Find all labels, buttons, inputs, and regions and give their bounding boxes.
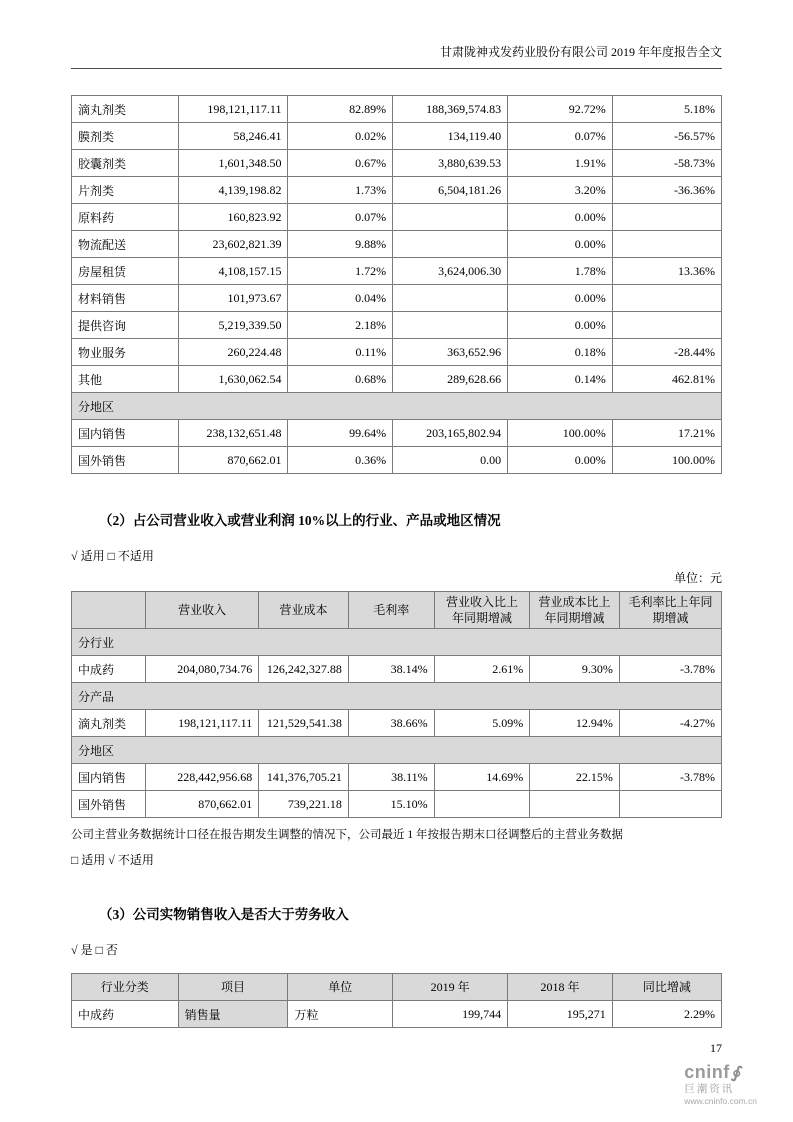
- statistics-caliber-note: 公司主营业务数据统计口径在报告期发生调整的情况下，公司最近 1 年按报告期末口径调整后的主营业务数据: [71, 829, 623, 841]
- column-header: 2018 年: [508, 974, 613, 1001]
- table-cell: 2.29%: [612, 1001, 721, 1028]
- table-cell: 房屋租赁: [72, 258, 179, 285]
- table-cell: 9.88%: [288, 231, 393, 258]
- table-cell: 188,369,574.83: [393, 96, 508, 123]
- column-header: 同比增减: [612, 974, 721, 1001]
- table-cell: 870,662.01: [146, 791, 259, 818]
- table-cell: 0.04%: [288, 285, 393, 312]
- table-row: [72, 204, 722, 231]
- table-row: [72, 312, 722, 339]
- table-cell: 195,271: [508, 1001, 613, 1028]
- table-cell: 58,246.41: [178, 123, 288, 150]
- column-header: 毛利率: [348, 592, 434, 629]
- table-cell: 228,442,956.68: [146, 764, 259, 791]
- table-cell: -58.73%: [612, 150, 721, 177]
- cninfo-logo: [684, 1063, 757, 1106]
- table-cell: 滴丸剂类: [72, 96, 179, 123]
- table-cell: 3.20%: [508, 177, 613, 204]
- table-cell: 198,121,117.11: [146, 710, 259, 737]
- table-cell: 原料药: [72, 204, 179, 231]
- table-cell: 5,219,339.50: [178, 312, 288, 339]
- section-row: [72, 629, 722, 656]
- table-cell: 1,601,348.50: [178, 150, 288, 177]
- column-header: 营业成本比上年同期增减: [530, 592, 620, 629]
- table-row: [72, 258, 722, 285]
- table-cell: 23,602,821.39: [178, 231, 288, 258]
- table-cell: [612, 285, 721, 312]
- table-cell: 6,504,181.26: [393, 177, 508, 204]
- table-cell: 1.78%: [508, 258, 613, 285]
- section-2-heading: （2）占公司营业收入或营业利润 10%以上的行业、产品或地区情况: [99, 513, 501, 528]
- section-row: [72, 393, 722, 420]
- table-cell: 9.30%: [530, 656, 620, 683]
- table-cell: 12.94%: [530, 710, 620, 737]
- table-cell: 国内销售: [72, 764, 146, 791]
- table-cell: 4,108,157.15: [178, 258, 288, 285]
- table-cell: 100.00%: [508, 420, 613, 447]
- column-header: 行业分类: [72, 974, 179, 1001]
- table-cell: 中成药: [72, 656, 146, 683]
- table-row: [72, 710, 722, 737]
- table-cell: 物业服务: [72, 339, 179, 366]
- segment-analysis-table: [71, 591, 722, 818]
- table-cell: [619, 791, 721, 818]
- table-cell: 4,139,198.82: [178, 177, 288, 204]
- table-row: [72, 339, 722, 366]
- table-cell: 滴丸剂类: [72, 710, 146, 737]
- table-cell: [393, 285, 508, 312]
- table-cell: 121,529,541.38: [259, 710, 349, 737]
- table-header-row: [72, 592, 722, 629]
- section-row: [72, 737, 722, 764]
- table-cell: 国外销售: [72, 791, 146, 818]
- table-cell: 0.36%: [288, 447, 393, 474]
- table-row: [72, 764, 722, 791]
- table-cell: 238,132,651.48: [178, 420, 288, 447]
- table-cell: 0.00%: [508, 447, 613, 474]
- table-cell: 销售量: [178, 1001, 288, 1028]
- table-cell: 中成药: [72, 1001, 179, 1028]
- table-cell: 2.61%: [434, 656, 530, 683]
- table-row: [72, 285, 722, 312]
- table-cell: 0.00%: [508, 312, 613, 339]
- table-cell: 22.15%: [530, 764, 620, 791]
- table-cell: -3.78%: [619, 764, 721, 791]
- table-cell: 0.18%: [508, 339, 613, 366]
- table-row: [72, 447, 722, 474]
- table-cell: 17.21%: [612, 420, 721, 447]
- page-number: 17: [710, 1041, 722, 1055]
- table-cell: 1.72%: [288, 258, 393, 285]
- table-cell: 0.07%: [508, 123, 613, 150]
- note-applicability: □ 适用 √ 不适用: [71, 853, 154, 867]
- table-cell: 0.68%: [288, 366, 393, 393]
- column-header: 项目: [178, 974, 288, 1001]
- table-row: [72, 366, 722, 393]
- table-cell: [612, 312, 721, 339]
- column-header: 营业收入比上年同期增减: [434, 592, 530, 629]
- table-cell: [434, 791, 530, 818]
- table-cell: 物流配送: [72, 231, 179, 258]
- table-cell: 260,224.48: [178, 339, 288, 366]
- table-cell: 13.36%: [612, 258, 721, 285]
- table-cell: 0.67%: [288, 150, 393, 177]
- table-cell: 3,880,639.53: [393, 150, 508, 177]
- table-cell: 203,165,802.94: [393, 420, 508, 447]
- column-header: 营业收入: [146, 592, 259, 629]
- table-cell: 134,119.40: [393, 123, 508, 150]
- physical-sales-table: [71, 973, 722, 1028]
- table-cell: 0.11%: [288, 339, 393, 366]
- section-3-yes-no: √ 是 □ 否: [71, 943, 118, 957]
- table-cell: 15.10%: [348, 791, 434, 818]
- table-cell: 片剂类: [72, 177, 179, 204]
- table-cell: 38.11%: [348, 764, 434, 791]
- table-cell: 99.64%: [288, 420, 393, 447]
- column-header: 2019 年: [393, 974, 508, 1001]
- section-row: [72, 683, 722, 710]
- table-cell: 国外销售: [72, 447, 179, 474]
- table-cell: 0.14%: [508, 366, 613, 393]
- table-cell: 0.02%: [288, 123, 393, 150]
- table-cell: 82.89%: [288, 96, 393, 123]
- table-cell: [612, 231, 721, 258]
- table-cell: [530, 791, 620, 818]
- table-cell: 0.00%: [508, 204, 613, 231]
- table-cell: 1.91%: [508, 150, 613, 177]
- table-cell: 0.00%: [508, 285, 613, 312]
- table-row: [72, 420, 722, 447]
- table-cell: 160,823.92: [178, 204, 288, 231]
- table-cell: 5.18%: [612, 96, 721, 123]
- table-cell: -56.57%: [612, 123, 721, 150]
- table-cell: 126,242,327.88: [259, 656, 349, 683]
- table-cell: 膜剂类: [72, 123, 179, 150]
- table-cell: 462.81%: [612, 366, 721, 393]
- table-cell: 0.00%: [508, 231, 613, 258]
- section-label: 分产品: [72, 683, 722, 710]
- table-cell: 141,376,705.21: [259, 764, 349, 791]
- table-cell: [393, 231, 508, 258]
- table-cell: 其他: [72, 366, 179, 393]
- column-header: 毛利率比上年同期增减: [619, 592, 721, 629]
- table-cell: 870,662.01: [178, 447, 288, 474]
- table-cell: 92.72%: [508, 96, 613, 123]
- table-cell: 胶囊剂类: [72, 150, 179, 177]
- column-header: 单位: [288, 974, 393, 1001]
- table-cell: -4.27%: [619, 710, 721, 737]
- table-row: [72, 177, 722, 204]
- table-cell: [393, 312, 508, 339]
- cninfo-logo-icon: ∮: [730, 1062, 744, 1083]
- table-row: [72, 231, 722, 258]
- table-cell: 提供咨询: [72, 312, 179, 339]
- table-cell: 0.07%: [288, 204, 393, 231]
- table-cell: -3.78%: [619, 656, 721, 683]
- table-cell: [612, 204, 721, 231]
- section-label: 分地区: [72, 393, 722, 420]
- table-cell: 2.18%: [288, 312, 393, 339]
- cninfo-logo-row: [684, 1063, 757, 1083]
- table-cell: 101,973.67: [178, 285, 288, 312]
- table-cell: -28.44%: [612, 339, 721, 366]
- table-row: [72, 150, 722, 177]
- table-row: [72, 656, 722, 683]
- table-cell: 材料销售: [72, 285, 179, 312]
- table-cell: 204,080,734.76: [146, 656, 259, 683]
- table-cell: 0.00: [393, 447, 508, 474]
- table-cell: 363,652.96: [393, 339, 508, 366]
- column-header: 营业成本: [259, 592, 349, 629]
- table-cell: 1,630,062.54: [178, 366, 288, 393]
- section-label: 分行业: [72, 629, 722, 656]
- table-cell: 198,121,117.11: [178, 96, 288, 123]
- table-cell: 5.09%: [434, 710, 530, 737]
- table-cell: [393, 204, 508, 231]
- table-row: [72, 123, 722, 150]
- unit-label: 单位：元: [673, 571, 722, 585]
- table-cell: -36.36%: [612, 177, 721, 204]
- cninfo-logo-name: 巨潮资讯: [684, 1083, 735, 1096]
- document-header-title: 甘肃陇神戎发药业股份有限公司 2019 年年度报告全文: [71, 44, 722, 69]
- table-cell: 289,628.66: [393, 366, 508, 393]
- section-label: 分地区: [72, 737, 722, 764]
- column-header: [72, 592, 146, 629]
- table-cell: 14.69%: [434, 764, 530, 791]
- table-cell: 199,744: [393, 1001, 508, 1028]
- table-cell: 38.14%: [348, 656, 434, 683]
- table-cell: 100.00%: [612, 447, 721, 474]
- table-cell: 万粒: [288, 1001, 393, 1028]
- revenue-by-product-region-table: [71, 95, 722, 474]
- table-row: [72, 96, 722, 123]
- cninfo-logo-url: www.cninfo.com.cn: [684, 1095, 757, 1106]
- table-row: [72, 1001, 722, 1028]
- cninfo-logo-text: cninf: [684, 1062, 730, 1083]
- table-header-row: [72, 974, 722, 1001]
- table-cell: 国内销售: [72, 420, 179, 447]
- table-row: [72, 791, 722, 818]
- section-2-applicability: √ 适用 □ 不适用: [71, 549, 154, 563]
- table-cell: 739,221.18: [259, 791, 349, 818]
- table-cell: 3,624,006.30: [393, 258, 508, 285]
- table-cell: 1.73%: [288, 177, 393, 204]
- section-3-heading: （3）公司实物销售收入是否大于劳务收入: [99, 907, 349, 922]
- table-cell: 38.66%: [348, 710, 434, 737]
